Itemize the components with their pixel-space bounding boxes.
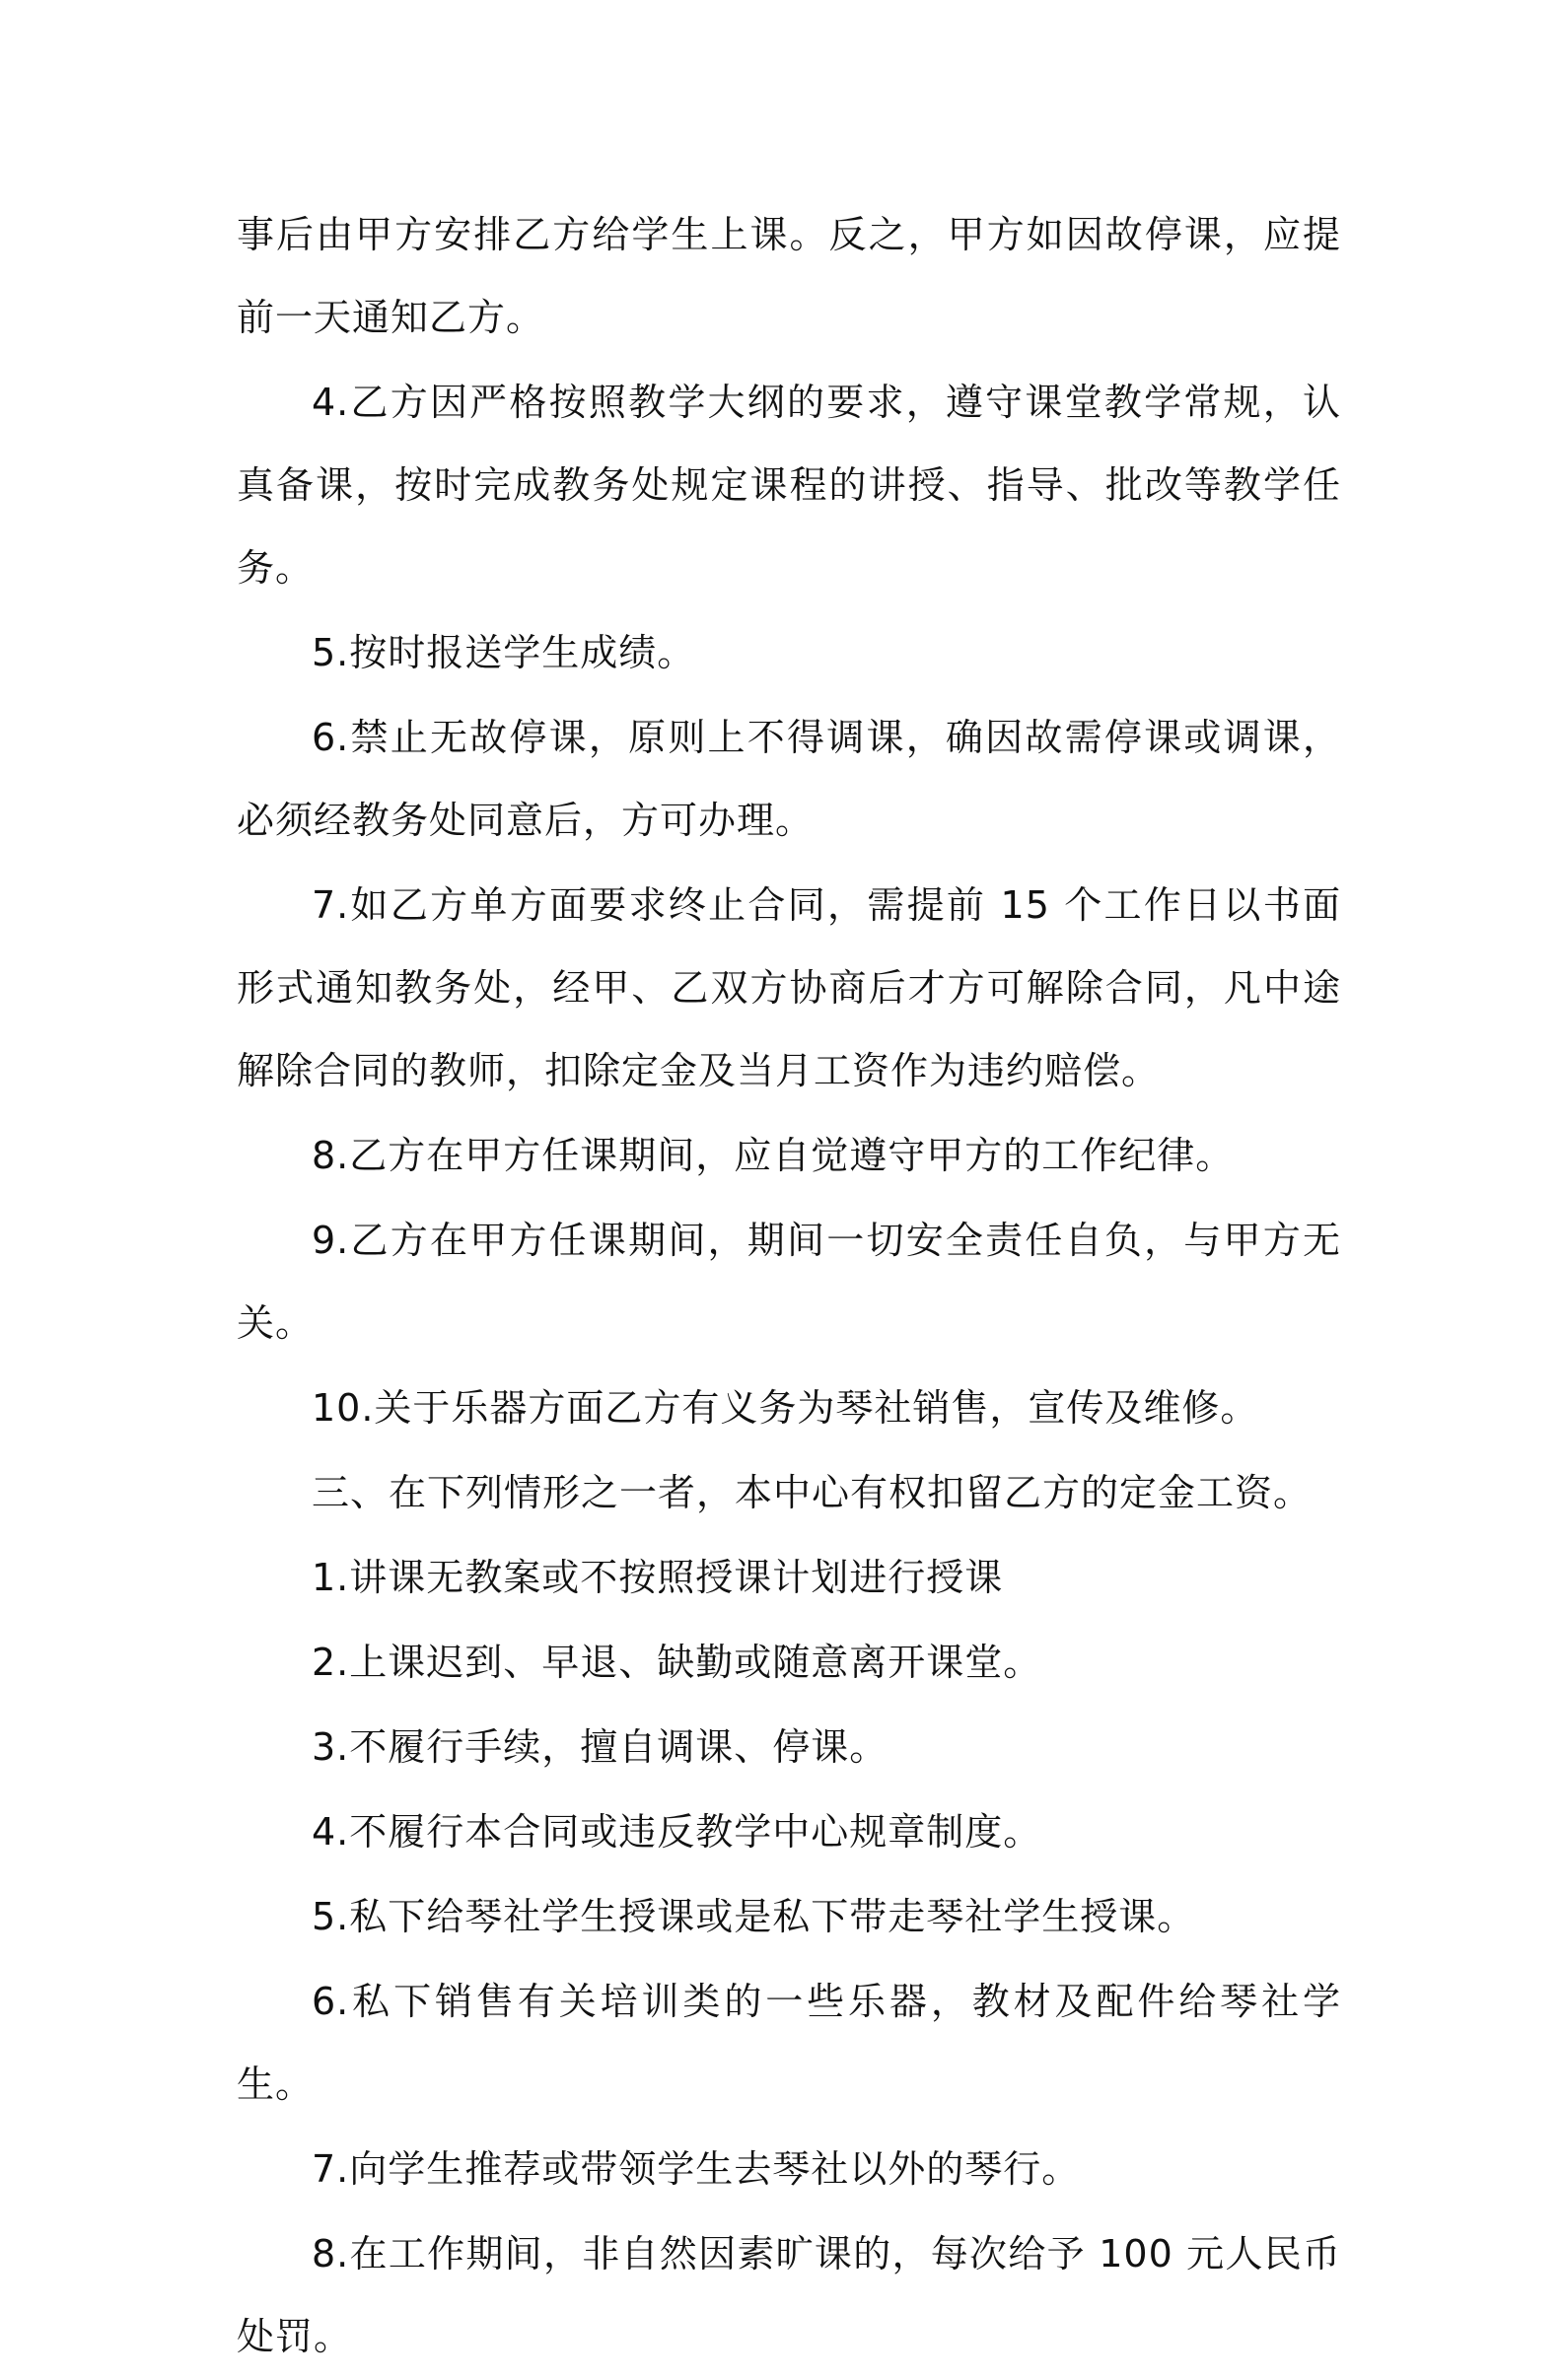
penalty-item-2: 2.上课迟到、早退、缺勤或随意离开课堂。 (312, 1641, 1042, 1684)
penalty-item-1: 1.讲课无教案或不按照授课计划进行授课 (312, 1556, 1004, 1599)
penalty-item-8: 8.在工作期间，非自然因素旷课的，每次给予 100 元人民币处罚。 (237, 2232, 1341, 2358)
penalty-item-7: 7.向学生推荐或带领学生去琴社以外的琴行。 (312, 2147, 1081, 2191)
paragraph-item-9: 9.乙方在甲方任课期间，期间一切安全责任自负，与甲方无关。 (237, 1219, 1341, 1345)
penalty-item-6: 6.私下销售有关培训类的一些乐器，教材及配件给琴社学生。 (237, 1980, 1341, 2106)
penalty-item-5: 5.私下给琴社学生授课或是私下带走琴社学生授课。 (312, 1895, 1196, 1938)
penalty-item-3: 3.不履行手续，擅自调课、停课。 (312, 1725, 889, 1769)
paragraph-item-7: 7.如乙方单方面要求终止合同，需提前 15 个工作日以书面形式通知教务处，经甲、乙双方协商后才方可解除合同，凡中途解除合同的教师，扣除定金及当月工资作为违约赔偿。 (237, 883, 1341, 1092)
section-heading-three: 三、在下列情形之一者，本中心有权扣留乙方的定金工资。 (312, 1471, 1313, 1514)
paragraph-item-5: 5.按时报送学生成绩。 (312, 631, 696, 674)
paragraph-continuation: 事后由甲方安排乙方给学生上课。反之，甲方如因故停课，应提前一天通知乙方。 (237, 213, 1341, 339)
paragraph-item-10: 10.关于乐器方面乙方有义务为琴社销售，宣传及维修。 (312, 1386, 1259, 1430)
paragraph-item-6: 6.禁止无故停课，原则上不得调课，确因故需停课或调课，必须经教务处同意后，方可办理。 (237, 716, 1341, 842)
penalty-item-4: 4.不履行本合同或违反教学中心规章制度。 (312, 1810, 1042, 1854)
document-body (237, 193, 1341, 2380)
paragraph-item-8: 8.乙方在甲方任课期间，应自觉遵守甲方的工作纪律。 (312, 1134, 1235, 1177)
paragraph-item-4: 4.乙方因严格按照教学大纲的要求，遵守课堂教学常规，认真备课，按时完成教务处规定课程的讲授、指导、批改等教学任务。 (237, 381, 1341, 590)
